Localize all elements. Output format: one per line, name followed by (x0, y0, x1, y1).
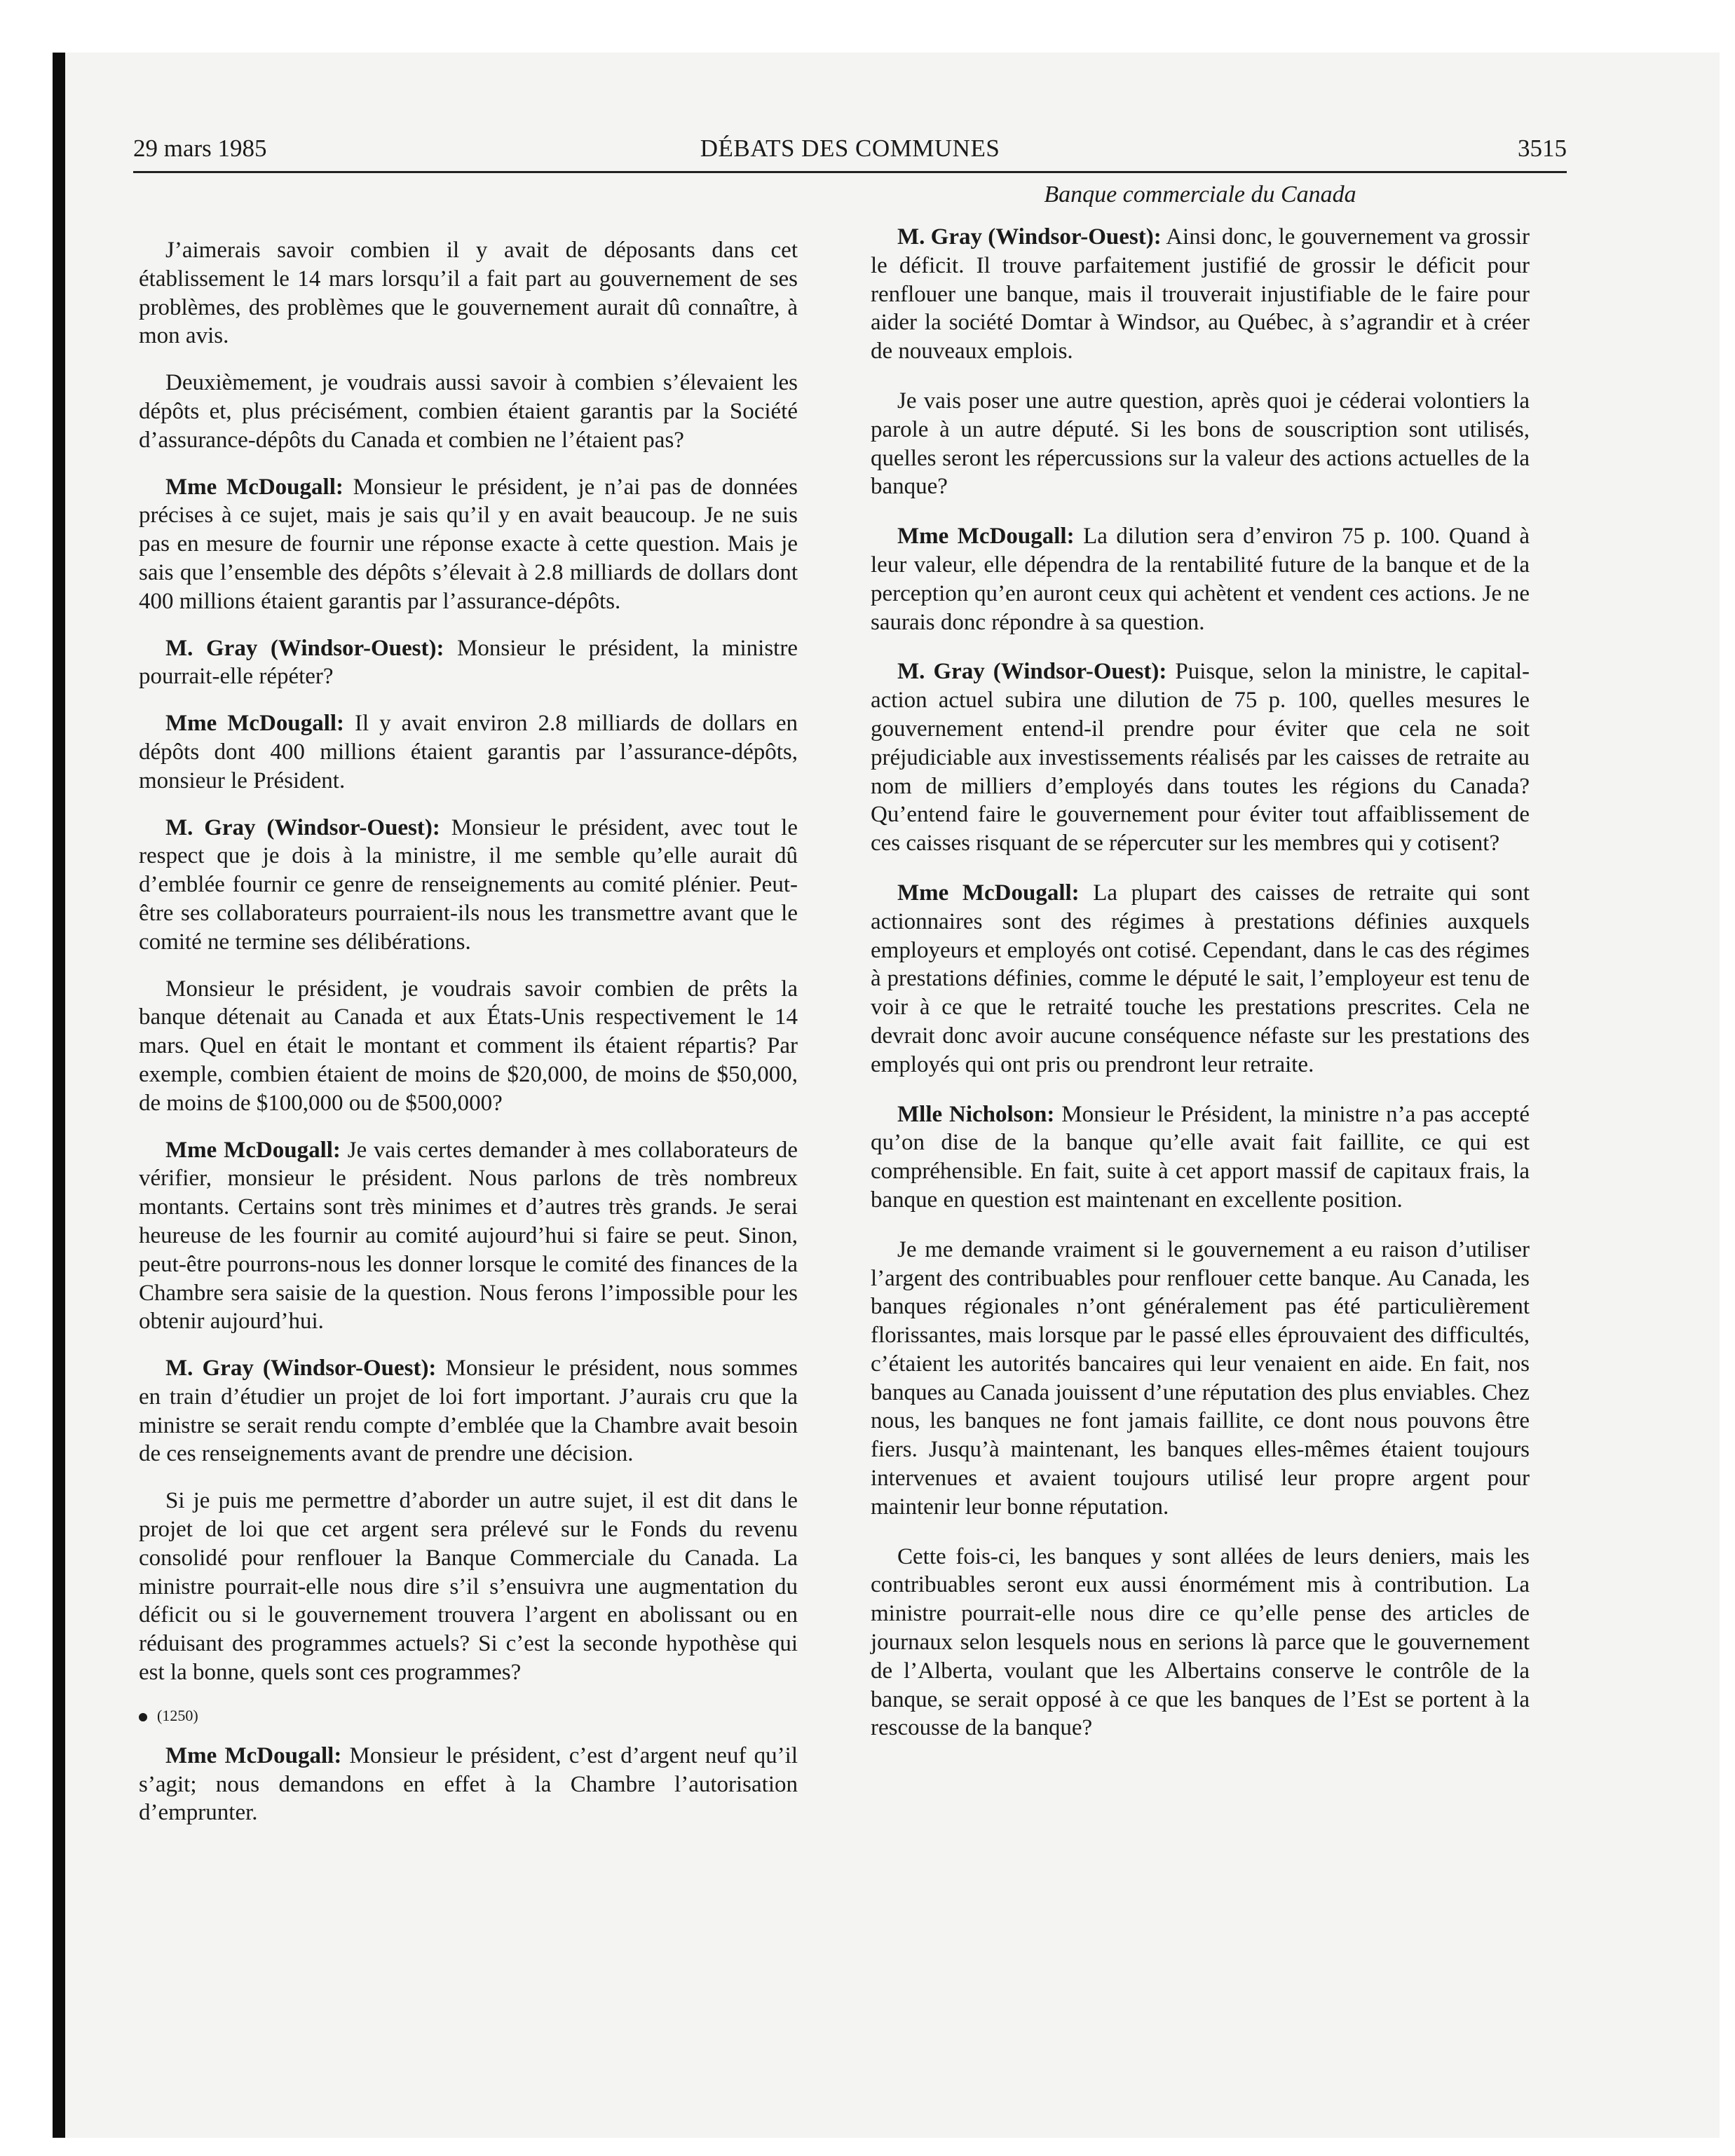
speaker-name: Mme McDougall: (165, 1742, 342, 1768)
paragraph-text: J’aimerais savoir combien il y avait de déposants dans cet établissement le 14 mars lorsqu’il a fait part au gouvernement de ses problèmes, des problèmes que le gouvernement aurait dû connaître, à mon avis. (139, 238, 798, 349)
section-title: Banque commerciale du Canada (1044, 182, 1356, 207)
header-title: DÉBATS DES COMMUNES (700, 135, 1000, 162)
paragraph (871, 657, 1530, 858)
paragraph (871, 879, 1530, 1079)
bullet-icon (139, 1713, 147, 1721)
speaker-name: M. Gray (Windsor-Ouest): (165, 635, 444, 661)
paragraph-text: Monsieur le président, c’est d’argent neuf qu’il s’agit; nous demandons en effet à la Chambre l’autorisation d’emprunter. (139, 1742, 798, 1826)
speaker-name: Mme McDougall: (897, 880, 1080, 906)
paragraph-text: Monsieur le président, je voudrais savoir combien de prêts la banque détenait au Canada et aux États-Unis respectivement le 14 mars. Quel en était le montant et comment ils étaient répartis? Par exemple, combien étaient de moins de $20,000, de moins de $50,000, de moins de $100,000 ou de $500,000? (139, 976, 798, 1116)
paragraph (139, 1136, 798, 1337)
paragraph-text: Je vais certes demander à mes collaborateurs de vérifier, monsieur le président. Nous parlons de très nombreux montants. Certains sont très minimes et d’autres très grands. Je serai heureuse de les fournir au comité aujourd’hui si faire se peut. Sinon, peut-être pourrons-nous les donner lorsque le comité des finances de la Chambre sera saisie de la question. Nous ferons l’impossible pour les obtenir aujourd’hui. (139, 1137, 798, 1335)
paragraph (139, 1354, 798, 1468)
paragraph (871, 387, 1530, 501)
time-marker-text: (1250) (157, 1706, 198, 1724)
paragraph (139, 634, 798, 692)
right-column (871, 181, 1530, 1763)
paragraph (139, 709, 798, 795)
speaker-name: Mme McDougall: (165, 474, 343, 500)
paragraph-text: Cette fois-ci, les banques y sont allées de leurs deniers, mais les contribuables seront eux aussi énormément mis à contribution. La ministre pourrait-elle nous dire ce qu’elle pense des articles de journaux selon lesquels nous en serions là parce que le gouvernement de l’Alberta, voulant que les Albertains conserve le contrôle de la banque, se serait opposé à ce que les banques de l’Est se portent à la rescousse de la banque? (871, 1543, 1530, 1741)
paragraph-text: Je me demande vraiment si le gouvernement a eu raison d’utiliser l’argent des contribuables pour renflouer cette banque. Au Canada, les banques régionales n’ont généralement pas été particulièrement florissantes, mais lorsque par le passé elles éprouvaient des difficultés, c’étaient les autorités bancaires qui leur venaient en aide. En fait, nos banques au Canada jouissent d’une réputation des plus enviables. Chez nous, les banques ne font jamais faillite, ce dont nous pouvons être fiers. Jusqu’à maintenant, les banques elles-mêmes étaient toujours intervenues et avaient toujours utilisé leur propre argent pour maintenir leur bonne réputation. (871, 1236, 1530, 1520)
paragraph-text: La plupart des caisses de retraite qui sont actionnaires sont des régimes à prestations définies auxquels employeurs et employés ont cotisé. Cependant, dans le cas des régimes à prestations définies, comme le député le sait, l’employeur est tenu de voir à ce que le retraité touche les prestations prescrites. Cela ne devrait donc avoir aucune conséquence néfaste sur les prestations des employés qui ont pris ou prendront leur retraite. (871, 880, 1530, 1077)
paragraph-text: Monsieur le président, je n’ai pas de données précises à ce sujet, mais je sais qu’il y en avait beaucoup. Je ne suis pas en mesure de fournir une réponse exacte à cette question. Mais je sais que l’ensemble des dépôts s’élevait à 2.8 milliards de dollars dont 400 millions étaient garantis par l’assurance-dépôts. (139, 474, 798, 614)
speaker-name: Mme McDougall: (165, 711, 345, 737)
speaker-name: Mme McDougall: (165, 1137, 341, 1163)
paragraph-text: Puisque, selon la ministre, le capital-action actuel subira une dilution de 75 p. 100, quelles mesures le gouvernement entend-il prendre pour éviter que cela ne soit préjudiciable aux investissements réalisés par les caisses de retraite au nom de milliers d’employés dans toutes les régions du Canada? Qu’entend faire le gouvernement pour éviter tout affaiblissement de ces caisses risquant de se répercuter sur les membres qui y cotisent? (871, 659, 1530, 857)
paragraph (871, 223, 1530, 366)
paragraph (871, 1543, 1530, 1743)
paragraph-text: Monsieur le président, la ministre pourrait-elle répéter? (139, 635, 798, 690)
speaker-name: M. Gray (Windsor-Ouest): (165, 814, 440, 840)
paragraph-text: Deuxièmement, je voudrais aussi savoir à combien s’élevaient les dépôts et, plus précisément, combien étaient garantis par la Société d’assurance-dépôts du Canada et combien ne l’étaient pas? (139, 370, 798, 453)
header-page-number: 3515 (1518, 135, 1567, 162)
speaker-name: Mlle Nicholson: (897, 1101, 1055, 1127)
paragraph (139, 975, 798, 1118)
page-header (133, 132, 1567, 173)
scan-edge (53, 53, 65, 2138)
paragraph (139, 814, 798, 957)
paragraph (139, 1742, 798, 1827)
paragraph-text: La dilution sera d’environ 75 p. 100. Quand à leur valeur, elle dépendra de la rentabilité future de la banque et de la perception qu’en auront ceux qui achètent et vendent ces actions. Je ne saurais donc répondre à sa question. (871, 524, 1530, 635)
paragraph-text: Ainsi donc, le gouvernement va grossir le déficit. Il trouve parfaitement justifié de grossir le déficit pour renflouer une banque, mais il trouverait injustifiable de le faire pour aider la société Domtar à Windsor, au Québec, à s’agrandir et à créer de nouveaux emplois. (871, 224, 1530, 364)
paragraph (139, 1487, 798, 1687)
paragraph-text: Je vais poser une autre question, après quoi je céderai volontiers la parole à un autre député. Si les bons de souscription sont utilisés, quelles seront les répercussions sur la valeur des actions actuelles de la banque? (871, 388, 1530, 500)
speaker-name: M. Gray (Windsor-Ouest): (897, 659, 1167, 685)
paragraph (139, 369, 798, 454)
paragraph (139, 236, 798, 350)
header-date: 29 mars 1985 (133, 135, 267, 162)
paragraph-text: Monsieur le président, avec tout le respect que je dois à la ministre, il me semble qu’elle aurait dû d’emblée fournir ce genre de renseignements au comité plénier. Peut-être ses collaborateurs pourraient-ils nous les transmettre avant que le comité ne termine ses délibérations. (139, 814, 798, 955)
left-column (139, 236, 798, 1845)
speaker-name: M. Gray (Windsor-Ouest): (165, 1356, 437, 1381)
paragraph (871, 1100, 1530, 1215)
paragraph-text: Monsieur le président, nous sommes en train d’étudier un projet de loi fort important. J’aurais cru que la ministre se serait rendu compte d’emblée que la Chambre avait besoin de ces renseignements avant de prendre une décision. (139, 1356, 798, 1467)
paragraph (871, 522, 1530, 636)
paragraph-text: Monsieur le Président, la ministre n’a pas accepté qu’on dise de la banque qu’elle avait fait faillite, ce qui est compréhensible. En fait, suite à cet apport massif de capitaux frais, la banque en question est maintenant en excellente position. (871, 1101, 1530, 1213)
speaker-name: M. Gray (Windsor-Ouest): (897, 224, 1162, 250)
paragraph (139, 473, 798, 616)
time-marker (139, 1705, 798, 1726)
paragraph-text: Il y avait environ 2.8 milliards de dollars en dépôts dont 400 millions étaient garantis par l’assurance-dépôts, monsieur le Président. (139, 711, 798, 793)
speaker-name: Mme McDougall: (897, 524, 1075, 550)
paragraph (871, 1236, 1530, 1522)
paragraph-text: Si je puis me permettre d’aborder un autre sujet, il est dit dans le projet de loi que cet argent sera prélevé sur le Fonds du revenu consolidé pour renflouer la Banque Commerciale du Canada. La ministre pourrait-elle nous dire s’il s’ensuivra une augmentation du déficit ou si le gouvernement trouvera l’argent en abolissant ou en réduisant des programmes actuels? Si c’est la seconde hypothèse qui est la bonne, quels sont ces programmes? (139, 1488, 798, 1686)
